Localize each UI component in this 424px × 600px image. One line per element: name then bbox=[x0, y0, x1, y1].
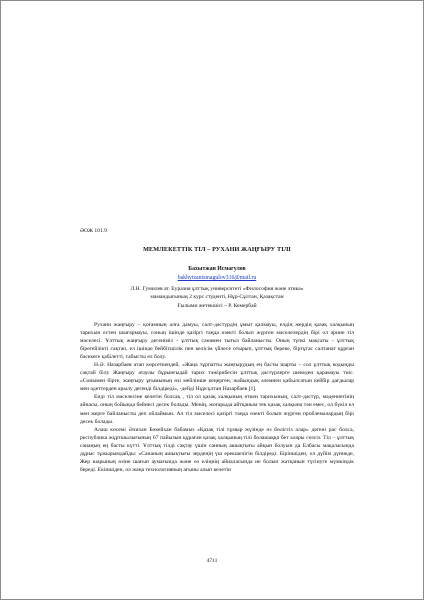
author-email-link[interactable]: bakhytzanismagulov316@mail.ru bbox=[177, 275, 257, 281]
affiliation-block bbox=[80, 285, 354, 310]
article-title: МЕМЛЕКЕТТІК ТІЛ – РУХАНИ ЖАҢҒЫРУ ТІЛІ bbox=[143, 246, 291, 253]
body-paragraph: Рухани жаңғыру – қоғамның алға дамуы, салт-дәстүрдің ұмыт қалмауы, елдің жердің қазақ халқының тарихын естен шығармауы, соның ішінде қазіргі таңда өзекті болып жүрген мәселелердің бірі ол әрине тіл мәселесі. Ұлттық жаңғыру дегеніміз - ұлттық санамен тығыз байланысты. Оның түпкі мақсаты - ұлттық бірегейлікті сақтап, ел ішінде бейбітшілік пен келісім үйлесе отырып, ұлттық береке, біртұтас салтанат құрған бәсекеге қабілетті, табысты ел болу. bbox=[80, 322, 354, 361]
body-paragraph: Н.Ә. Назарбаев атап көрсеткендей, «Жаңа тұрпатты жаңғырудың ең басты шарты – сол ұлттық кодыңды сақтай білу Жаңғыру атаулы бұрынғыдай тарих тәжірибесін ұлттық дәстүрлерге шекеден қарамауы тиіс. «Сонымен бірге, жаңғыру ұғымының өзі мейлінше кеңерген, жайындық әлемнен қабылсатын кейбір дағдылар мен әдеттерден арылу дегенді білдіреді», -дейді Нұрсұлтан Назарбаев [1]. bbox=[80, 362, 354, 393]
affiliation-line: Ғылыми жетекшісі – Р. Кемербай bbox=[177, 302, 257, 309]
body-paragraph: Енді тіл мәселесіне келетін болсақ , тіл ол қазақ халқының өткен тарихының, салт-дәстүр, мәдениетінің айнасы, оның бойында бейнесі десек болады. Менің, жоғарыда айтқаным тек қазақ халқына тән емес, ол бүкіл ел мен жерге байланысты деп ойлаймын. Ал тіл мәселесі қазіргі таңда өзекті болып жүрген проблемалардың бірі десек болады. bbox=[80, 394, 354, 425]
udk-code: ӘОЖ 101.9 bbox=[80, 228, 107, 234]
body-paragraph: Алаш көсемі Әлихан Бөкейхан бабамыз «Қазақ тілі ғұмыр жүзінде өз бөлігсіз алар» дегені рас болса, республика жұртшылығының 67 пайызын құраған қазақ халқының тілі болашаққа бет алары сөзсіз. Тіл – ұлттық санаңың ең басты күтті. Ұлттық тілді сақтау үшін санның ашықтығы айқын болуын да Елбасы мақаласында дұрыс тұжырымдайды: «Сананың ашықтығы зердеңің үш ерекшелігін білдіреді. Біріншіден, ол дүйім дүниеде, Жер шарының өзіне шағын аумағында және өз еліңнің айналасында не болып жатқанын түсінуге мүмкіндік береді. Екіншіден, ол жаңа технологияның ағыны алып келетін bbox=[80, 426, 354, 473]
affiliation-line: мамандығының 2 курс студенті, Нұр-Сұлтан, Қазақстан bbox=[150, 294, 284, 301]
article-body bbox=[80, 321, 354, 474]
author-name: Бахытжан Исмагулов bbox=[188, 266, 246, 272]
page-number: 4711 bbox=[206, 558, 218, 564]
affiliation-line: Л.Н. Гумилев ат. Еуразия ұлттық университеті «Философия және этика» bbox=[130, 286, 304, 292]
